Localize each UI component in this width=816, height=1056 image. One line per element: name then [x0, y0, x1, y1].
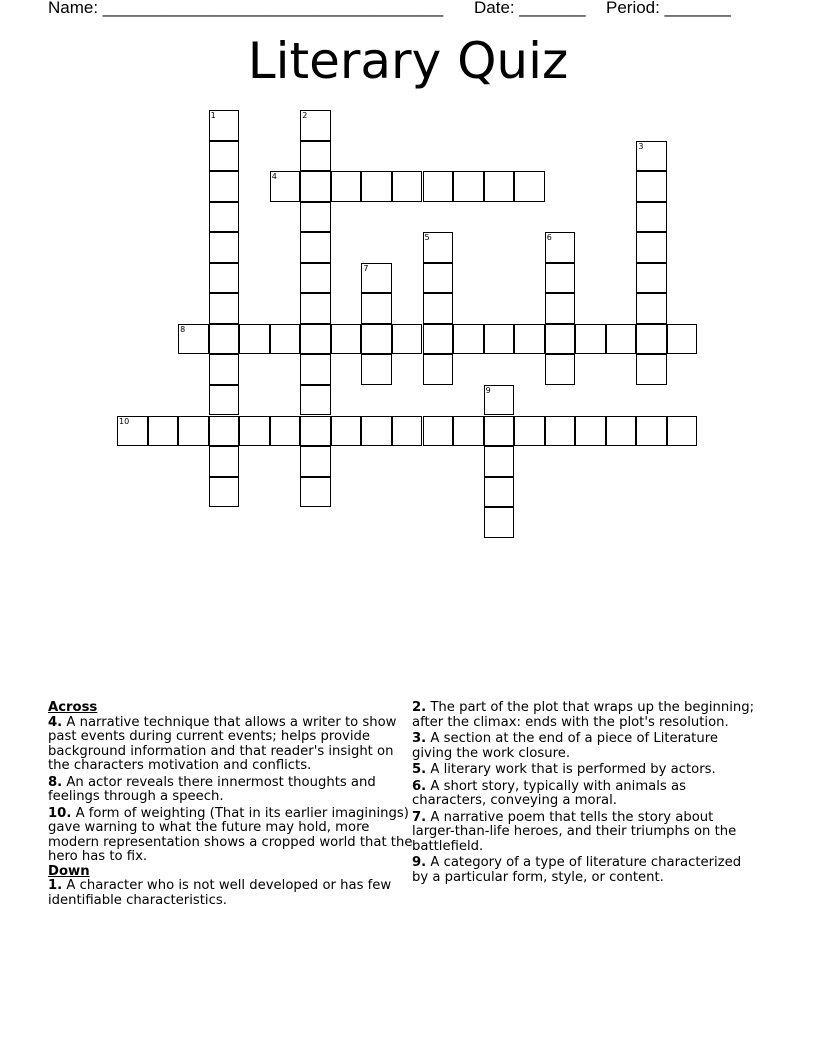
crossword-cell[interactable] — [423, 416, 454, 447]
crossword-cell[interactable] — [484, 446, 515, 477]
crossword-cell[interactable] — [209, 263, 240, 294]
crossword-cell[interactable] — [270, 416, 301, 447]
crossword-cell[interactable] — [209, 232, 240, 263]
crossword-cell[interactable] — [300, 110, 331, 141]
crossword-cell[interactable] — [392, 416, 423, 447]
clue-number: 5. — [412, 762, 427, 777]
clue-number-label: 5 — [424, 233, 430, 243]
clue-text: A literary work that is performed by actors. — [426, 762, 716, 777]
crossword-cell[interactable] — [636, 416, 667, 447]
clue-number-label: 9 — [485, 385, 491, 395]
crossword-cell[interactable] — [606, 324, 637, 355]
crossword-cell[interactable] — [209, 202, 240, 233]
crossword-cell[interactable] — [300, 263, 331, 294]
crossword-cell[interactable] — [423, 324, 454, 355]
crossword-cell[interactable] — [300, 385, 331, 416]
crossword-cell[interactable] — [300, 141, 331, 172]
crossword-cell[interactable] — [636, 232, 667, 263]
clue-number-label: 2 — [302, 111, 308, 120]
clue-number: 1. — [48, 878, 63, 893]
clue-number-label: 3 — [638, 141, 644, 151]
crossword-cell[interactable] — [575, 416, 606, 447]
crossword-cell[interactable] — [484, 171, 515, 202]
clues-right-column — [412, 701, 757, 887]
crossword-cell[interactable] — [514, 324, 545, 355]
crossword-cell[interactable] — [209, 446, 240, 477]
crossword-cell[interactable] — [392, 324, 423, 355]
clue-down-5 — [412, 763, 757, 778]
clue-number: 6. — [412, 778, 427, 794]
crossword-cell[interactable] — [117, 416, 148, 447]
crossword-cell[interactable] — [178, 416, 209, 447]
crossword-cell[interactable] — [300, 202, 331, 233]
clue-number-label: 7 — [363, 263, 369, 273]
clue-across-4 — [48, 716, 413, 774]
crossword-cell[interactable] — [300, 293, 331, 324]
clue-number-label: 8 — [180, 324, 186, 334]
clue-number: 3. — [412, 731, 427, 746]
clue-down-3 — [412, 732, 757, 761]
clue-text: The part of the plot that wraps up the beginning; after the climax: ends with the plot's resolution. — [412, 700, 755, 730]
crossword-cell[interactable] — [636, 293, 667, 324]
crossword-cell[interactable] — [148, 416, 179, 447]
period-field[interactable]: Period: _______ — [606, 0, 731, 17]
crossword-cell[interactable] — [545, 354, 576, 385]
crossword-cell[interactable] — [636, 141, 667, 172]
clue-text: A narrative poem that tells the story about larger-than-life heroes, and their triumphs on the battlefield. — [412, 809, 737, 854]
crossword-cell[interactable] — [636, 324, 667, 355]
crossword-cell[interactable] — [209, 293, 240, 324]
crossword-cell[interactable] — [361, 324, 392, 355]
clue-down-2 — [412, 701, 757, 730]
crossword-cell[interactable] — [300, 324, 331, 355]
crossword-cell[interactable] — [209, 477, 240, 508]
crossword-cell[interactable] — [361, 263, 392, 294]
clue-text: A short story, typically with animals as characters, conveying a moral. — [412, 778, 686, 808]
crossword-cell[interactable] — [209, 171, 240, 202]
clue-across-10 — [48, 807, 413, 865]
crossword-cell[interactable] — [636, 171, 667, 202]
crossword-cell[interactable] — [423, 171, 454, 202]
crossword-cell[interactable] — [270, 171, 301, 202]
clues-left-column — [48, 701, 413, 910]
crossword-cell[interactable] — [361, 354, 392, 385]
crossword-cell[interactable] — [209, 324, 240, 355]
crossword-cell[interactable] — [209, 354, 240, 385]
crossword-cell[interactable] — [636, 263, 667, 294]
crossword-cell[interactable] — [423, 354, 454, 385]
crossword-cell[interactable] — [209, 110, 240, 141]
clue-number: 8. — [48, 774, 63, 790]
crossword-cell[interactable] — [178, 324, 209, 355]
clue-number-label: 6 — [546, 233, 552, 243]
crossword-cell[interactable] — [331, 171, 362, 202]
crossword-cell[interactable] — [209, 141, 240, 172]
crossword-cell[interactable] — [606, 416, 637, 447]
clue-number: 10. — [48, 805, 72, 821]
crossword-cell[interactable] — [209, 385, 240, 416]
clue-number: 7. — [412, 809, 427, 825]
clue-down-9 — [412, 856, 757, 885]
crossword-cell[interactable] — [300, 446, 331, 477]
clue-text: A narrative technique that allows a writer to show past events during current events; helps provide background information and that reader's insight on the characters motivation and conflicts. — [48, 714, 397, 773]
across-heading: Across — [48, 700, 98, 715]
clue-down-6 — [412, 780, 757, 809]
crossword-cell[interactable] — [545, 324, 576, 355]
clue-text: A category of a type of literature characterized by a particular form, style, or content. — [412, 855, 742, 885]
crossword-cell[interactable] — [545, 293, 576, 324]
crossword-cell[interactable] — [361, 171, 392, 202]
clue-number-label: 4 — [271, 172, 277, 182]
crossword-cell[interactable] — [514, 416, 545, 447]
crossword-cell[interactable] — [636, 354, 667, 385]
clue-number-label: 1 — [210, 111, 216, 120]
crossword-cell[interactable] — [239, 416, 270, 447]
crossword-cell[interactable] — [453, 416, 484, 447]
clue-text: A character who is not well developed or has few identifiable characteristics. — [48, 878, 392, 908]
crossword-cell[interactable] — [300, 171, 331, 202]
page-title: Literary Quiz — [247, 32, 569, 90]
crossword-cell[interactable] — [239, 324, 270, 355]
crossword-cell[interactable] — [331, 324, 362, 355]
crossword-cell[interactable] — [300, 232, 331, 263]
crossword-cell[interactable] — [545, 232, 576, 263]
crossword-cell[interactable] — [453, 324, 484, 355]
crossword-cell[interactable] — [209, 416, 240, 447]
crossword-cell[interactable] — [575, 324, 606, 355]
crossword-cell[interactable] — [667, 416, 698, 447]
crossword-cell[interactable] — [484, 324, 515, 355]
clue-text: An actor reveals there innermost thoughts and feelings through a speech. — [48, 774, 376, 804]
crossword-cell[interactable] — [514, 171, 545, 202]
crossword-cell[interactable] — [361, 293, 392, 324]
crossword-cell[interactable] — [484, 507, 515, 538]
crossword-cell[interactable] — [392, 171, 423, 202]
crossword-cell[interactable] — [545, 416, 576, 447]
crossword-cell[interactable] — [423, 232, 454, 263]
crossword-cell[interactable] — [331, 416, 362, 447]
clue-number: 9. — [412, 855, 427, 870]
clue-text: A form of weighting (That in its earlier imaginings) gave warning to what the future may hold, more modern representation shows a cropped world that the hero has to fix. — [48, 805, 413, 864]
crossword-cell[interactable] — [423, 263, 454, 294]
name-field[interactable]: Name: ____________________________________ — [48, 0, 444, 17]
down-heading: Down — [48, 863, 90, 879]
crossword-cell[interactable] — [300, 416, 331, 447]
clue-down-7 — [412, 811, 757, 855]
clue-number: 2. — [412, 700, 427, 715]
crossword-cell[interactable] — [484, 416, 515, 447]
crossword-cell[interactable] — [300, 354, 331, 385]
clue-across-8 — [48, 776, 413, 805]
crossword-cell[interactable] — [636, 202, 667, 233]
crossword-cell[interactable] — [484, 477, 515, 508]
clue-number: 4. — [48, 714, 63, 730]
crossword-cell[interactable] — [453, 171, 484, 202]
clue-down-1 — [48, 879, 413, 908]
clue-text: A section at the end of a piece of Literature giving the work closure. — [412, 731, 718, 761]
crossword-cell[interactable] — [667, 324, 698, 355]
crossword-cell[interactable] — [270, 324, 301, 355]
crossword-cell[interactable] — [300, 477, 331, 508]
crossword-cell[interactable] — [545, 263, 576, 294]
crossword-cell[interactable] — [484, 385, 515, 416]
crossword-cell[interactable] — [423, 293, 454, 324]
date-field[interactable]: Date: _______ — [474, 0, 586, 17]
crossword-cell[interactable] — [361, 416, 392, 447]
clue-number-label: 10 — [119, 416, 130, 426]
